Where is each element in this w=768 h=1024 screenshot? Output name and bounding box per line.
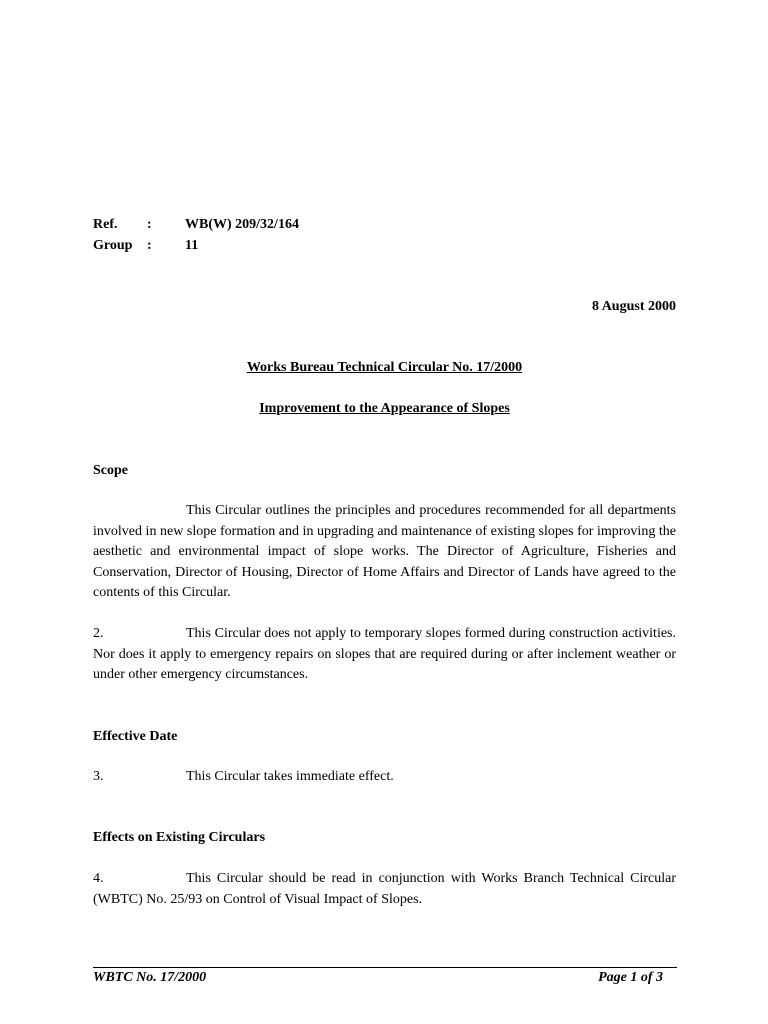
circular-title: Works Bureau Technical Circular No. 17/2000 [246, 360, 523, 375]
scope-paragraph [93, 501, 676, 604]
paragraph-2-number: 2. [93, 626, 104, 641]
circular-date: 8 August 2000 [591, 299, 676, 314]
paragraph-3 [93, 767, 676, 788]
effective-date-heading: Effective Date [93, 729, 178, 744]
paragraph-3-number: 3. [93, 769, 104, 784]
scope-paragraph-text: This Circular outlines the principles and procedures recommended for all departments involved in new slope formation and in upgrading and maintenance of existing slopes for improving the aesthetic and environmental impact of slope works. The Director of Agriculture, Fisheries and Conservation, Director of Housing, Director of Home Affairs and Director of Lands have agreed to the contents of this Circular. [93, 503, 676, 600]
subject-title: Improvement to the Appearance of Slopes [259, 401, 510, 416]
effects-heading: Effects on Existing Circulars [93, 830, 266, 845]
paragraph-2-text: This Circular does not apply to temporary slopes formed during construction activities. Nor does it apply to emergency repairs on slopes that are required during or after inclement weather or under other emergency circumstances. [93, 626, 676, 682]
footer-page-number: Page 1 of 3 [598, 970, 663, 985]
group-value: 11 [185, 237, 199, 253]
paragraph-4-number: 4. [93, 871, 104, 886]
footer-circular-number: WBTC No. 17/2000 [93, 970, 207, 985]
scope-heading: Scope [93, 463, 128, 478]
ref-value: WB(W) 209/32/164 [185, 217, 299, 232]
reference-block [93, 215, 299, 256]
ref-colon: : [147, 217, 152, 232]
paragraph-4-text: This Circular should be read in conjunction with Works Branch Technical Circular (WBTC) No. 25/93 on Control of Visual Impact of Slopes. [93, 871, 676, 907]
paragraph-4 [93, 869, 676, 910]
paragraph-3-text: This Circular takes immediate effect. [186, 769, 394, 784]
ref-row [93, 215, 299, 236]
ref-label: Ref. [93, 217, 118, 232]
group-label: Group [93, 237, 133, 253]
group-row [93, 236, 299, 257]
paragraph-2 [93, 624, 676, 686]
group-colon: : [147, 237, 152, 253]
